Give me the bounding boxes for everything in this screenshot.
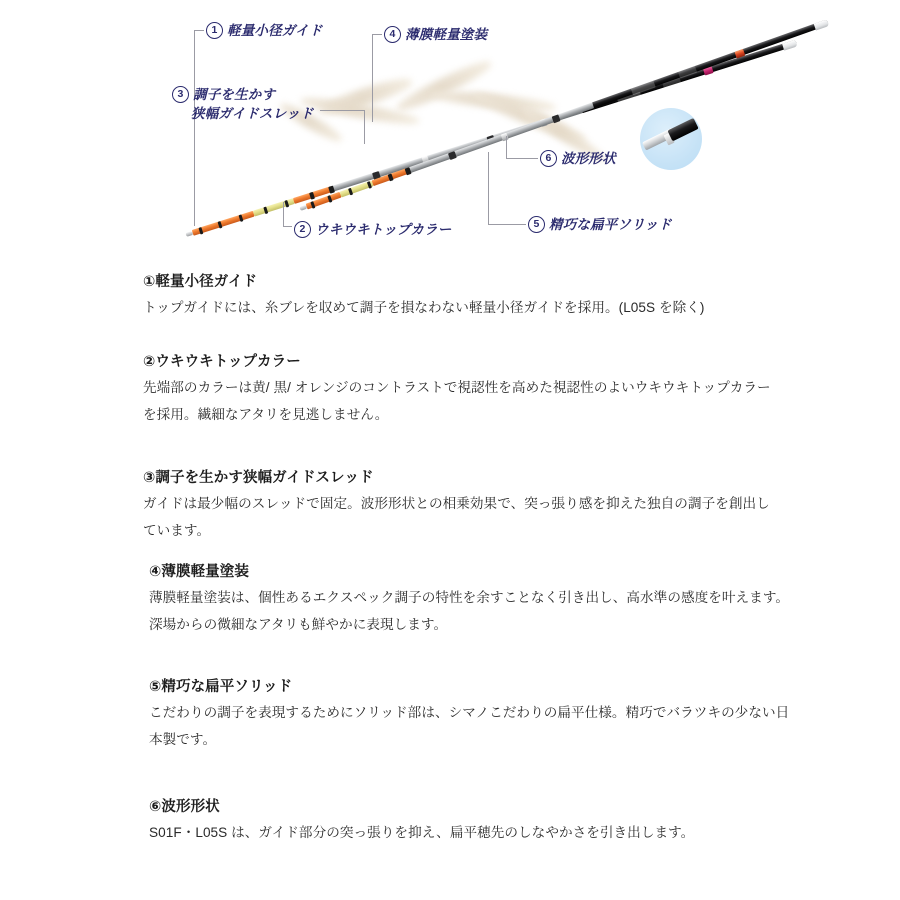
feature-section-5 (149, 677, 789, 754)
callout-label-6: 波形形状 (561, 150, 616, 166)
callout-3 (172, 84, 314, 123)
feature-body-3-line2: ています。 (143, 523, 211, 539)
feature-body-3-line1: ガイドは最少幅のスレッドで固定。波形形状との相乗効果で、突っ張り感を抑えた独自の調子を創出し (143, 495, 770, 511)
feature-section-4 (149, 562, 789, 639)
callout-number-6: 6 (540, 150, 557, 167)
callout-1 (206, 20, 323, 40)
product-diagram (0, 0, 900, 262)
feature-heading-5: ⑤精巧な扁平ソリッド (149, 679, 293, 695)
leader-line-1 (194, 30, 204, 31)
feature-section-1 (143, 272, 704, 321)
feature-body-5-line2: 本製です。 (149, 732, 217, 748)
callout-2 (294, 219, 451, 239)
leader-line-3 (320, 110, 364, 111)
feature-body-5-line1: こだわりの調子を表現するためにソリッド部は、シマノこだわりの扁平仕様。精巧でバラツキの少ない日 (149, 704, 790, 720)
callout-number-4: 4 (384, 26, 401, 43)
feature-body-2-line2: を採用。繊細なアタリを見逃しません。 (143, 407, 389, 423)
feature-body-4-line1: 薄膜軽量塗装は、個性あるエクスペック調子の特性を余すことなく引き出し、高水準の感度を叶えます。 (149, 589, 790, 605)
callout-number-5: 5 (528, 216, 545, 233)
callout-number-2: 2 (294, 221, 311, 238)
butt-cap-white (814, 19, 830, 30)
leader-line-4 (372, 34, 382, 35)
feature-heading-2: ②ウキウキトップカラー (143, 354, 301, 370)
joint-black-part (667, 118, 698, 141)
butt-cap-white (782, 39, 797, 50)
leader-line-3 (364, 110, 365, 144)
leader-line-2 (283, 226, 292, 227)
callout-6 (540, 148, 616, 168)
callout-4 (384, 24, 487, 44)
feature-heading-4: ④薄膜軽量塗装 (149, 564, 249, 580)
feature-section-6 (149, 797, 694, 846)
callout-number-3: 3 (172, 86, 189, 103)
rod-butt-black (592, 19, 829, 108)
rod-butt-black (581, 40, 797, 113)
leader-line-6 (506, 136, 507, 158)
feature-body-1-line1: トップガイドには、糸ブレを収めて調子を損なわない軽量小径ガイドを採用。(L05S を除く) (143, 299, 705, 315)
leader-line-4 (372, 34, 373, 122)
feature-heading-6: ⑥波形形状 (149, 799, 220, 815)
leader-line-6 (506, 158, 538, 159)
leader-line-1 (194, 30, 195, 226)
callout-label-1: 軽量小径ガイド (227, 22, 323, 38)
callout-label-3: 調子を生かす (193, 86, 276, 102)
feature-body-6-line1: S01F・L05S は、ガイド部分の突っ張りを抑え、扁平穂先のしなやかさを引き出します。 (149, 824, 695, 840)
leader-line-2 (283, 202, 284, 226)
callout-number-1: 1 (206, 22, 223, 39)
feature-section-2 (143, 352, 771, 429)
callout-label-2: ウキウキトップカラー (315, 221, 452, 237)
feature-heading-3: ③調子を生かす狭幅ガイドスレッド (143, 470, 374, 486)
leader-line-5 (488, 152, 489, 224)
feature-section-3 (143, 468, 770, 545)
feature-heading-1: ①軽量小径ガイド (143, 274, 258, 290)
callout-label-3-line2: 狭幅ガイドスレッド (191, 106, 314, 122)
rod-joint-closeup-inset (640, 108, 702, 170)
feature-body-4-line2: 深場からの微細なアタリも鮮やかに表現します。 (149, 617, 448, 633)
feature-body-2-line1: 先端部のカラーは黄/ 黒/ オレンジのコントラストで視認性を高めた視認性のよいウキウキトップカラー (143, 379, 771, 395)
callout-5 (528, 214, 672, 234)
rod-tip-yellow (253, 198, 295, 216)
callout-label-5: 精巧な扁平ソリッド (549, 216, 672, 232)
leader-line-5 (488, 224, 526, 225)
callout-label-4: 薄膜軽量塗装 (405, 26, 488, 42)
